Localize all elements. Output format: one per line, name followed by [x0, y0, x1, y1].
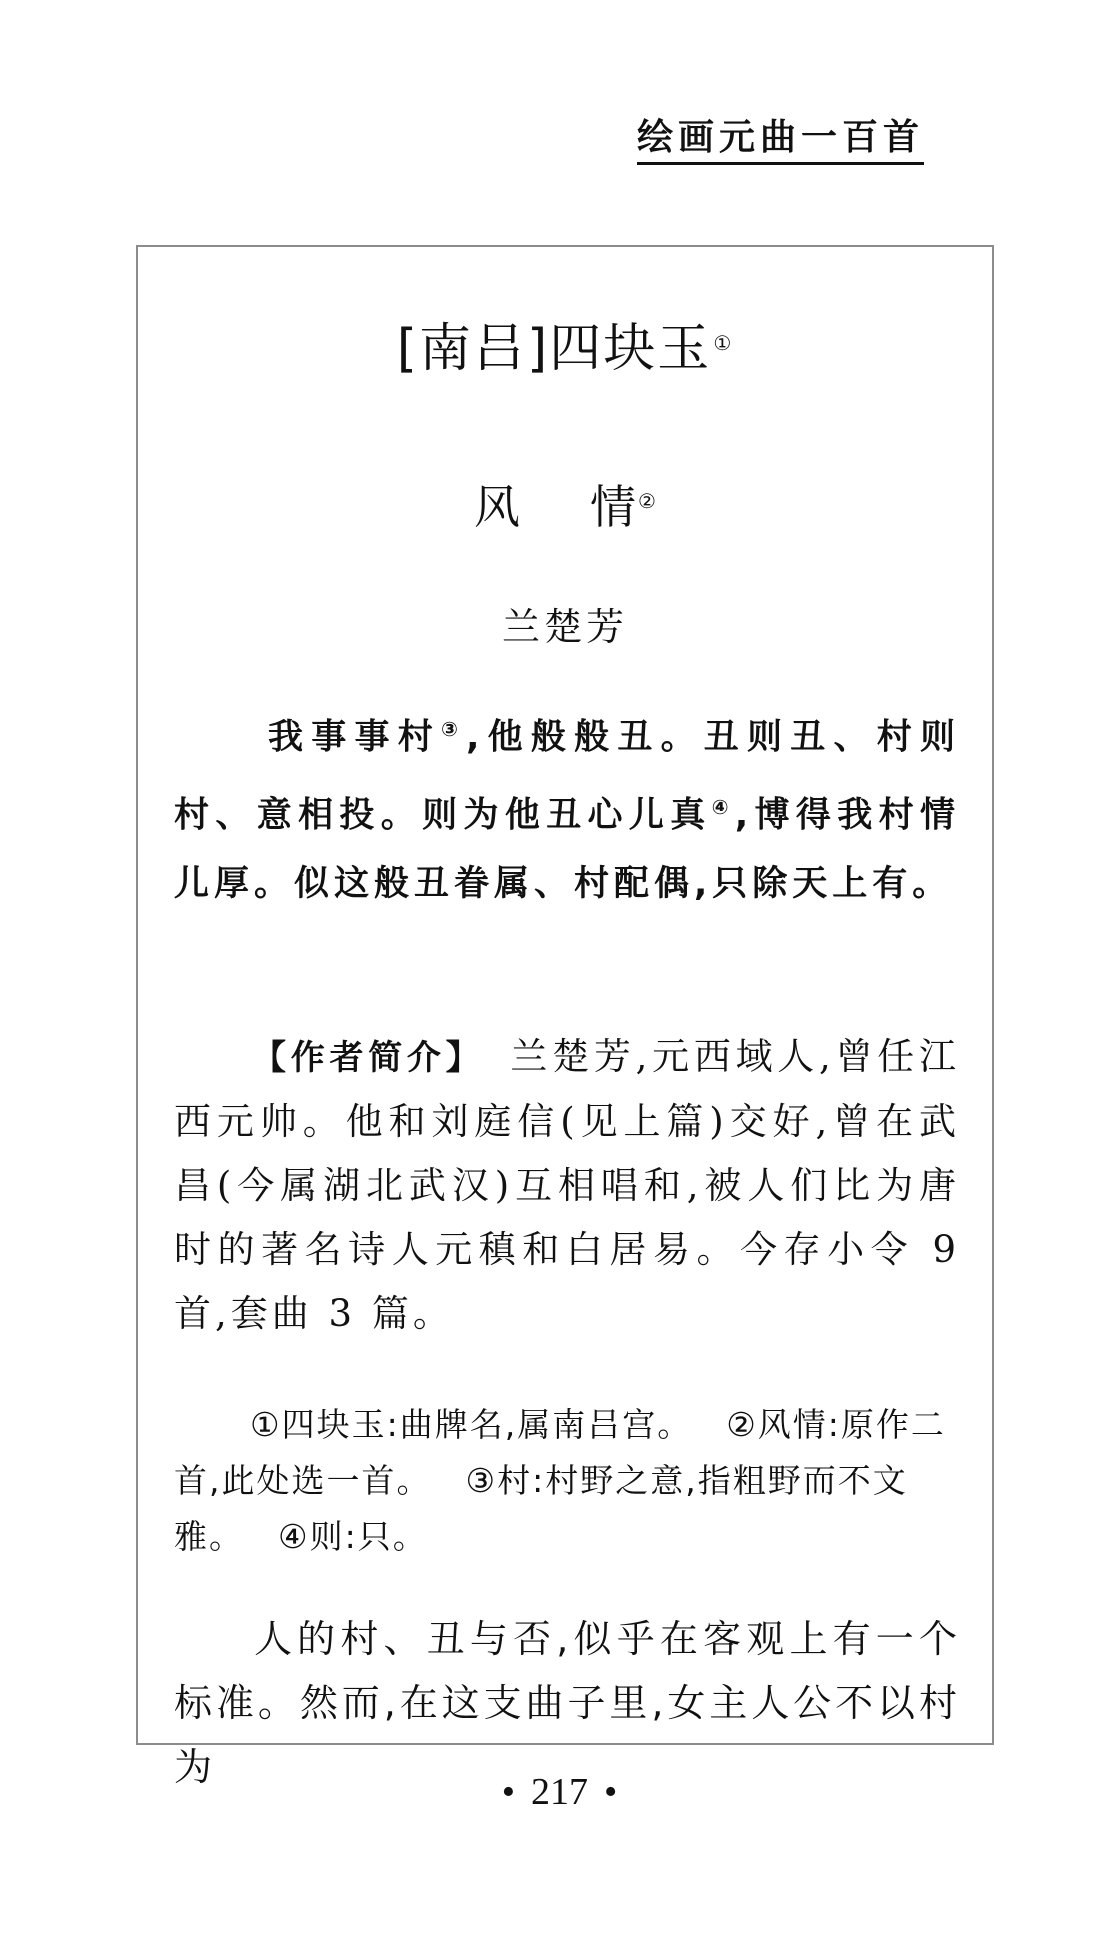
footnote-marker-1: ① [713, 331, 734, 355]
footnote-marker-4: ④ [711, 794, 735, 819]
footnote-2: ②风情:原作二首,此处选一首。 [174, 1405, 946, 1500]
lyric-part-3: ,博得我村情儿厚。似这般丑眷属、村配偶,只除天上有。 [174, 795, 960, 905]
poem-title [138, 317, 992, 381]
subtitle-char-2: 情 [590, 480, 637, 534]
lyric-part-1: 我事事村 [268, 717, 441, 758]
page-number-value: 217 [531, 1771, 588, 1813]
footnote-marker-3: ③ [440, 717, 467, 741]
running-header-title: 绘画元曲一百首 [637, 116, 924, 165]
author-intro [174, 1025, 960, 1346]
footnotes [174, 1397, 960, 1565]
footnote-4: ④则:只。 [278, 1517, 428, 1556]
page-number-dot-left: • [501, 1771, 515, 1813]
poem-lyric [174, 695, 960, 919]
author-intro-text: 兰楚芳,元西域人,曾任江西元帅。他和刘庭信(见上篇)交好,曾在武昌(今属湖北武汉)互相唱和,被人们比为唐时的著名诗人元稹和白居易。今存小令 9 首,套曲 3 篇。 [174, 1035, 960, 1335]
page-number [0, 1768, 1119, 1816]
page-frame [136, 245, 994, 1789]
commentary: 人的村、丑与否,似乎在客观上有一个标准。然而,在这支曲子里,女主人公不以村为 [174, 1617, 960, 1789]
poem-author: 兰楚芳 [501, 605, 628, 649]
lyric-part-2: ,他般般丑。丑则丑、村则村、意相投。则为他丑心儿真 [174, 717, 960, 836]
author-intro-tag: 【作者简介】 [252, 1038, 485, 1078]
poem-title-text: [南吕]四块玉 [396, 319, 712, 379]
footnote-marker-2: ② [638, 489, 656, 513]
subtitle-char-1: 风 [474, 480, 521, 534]
poem-subtitle [138, 479, 992, 535]
footnote-3: ③村:村野之意,指粗野而不文雅。 [174, 1461, 908, 1556]
page-number-dot-right: • [604, 1771, 618, 1813]
footnote-1: ①四块玉:曲牌名,属南吕宫。 [250, 1405, 693, 1444]
